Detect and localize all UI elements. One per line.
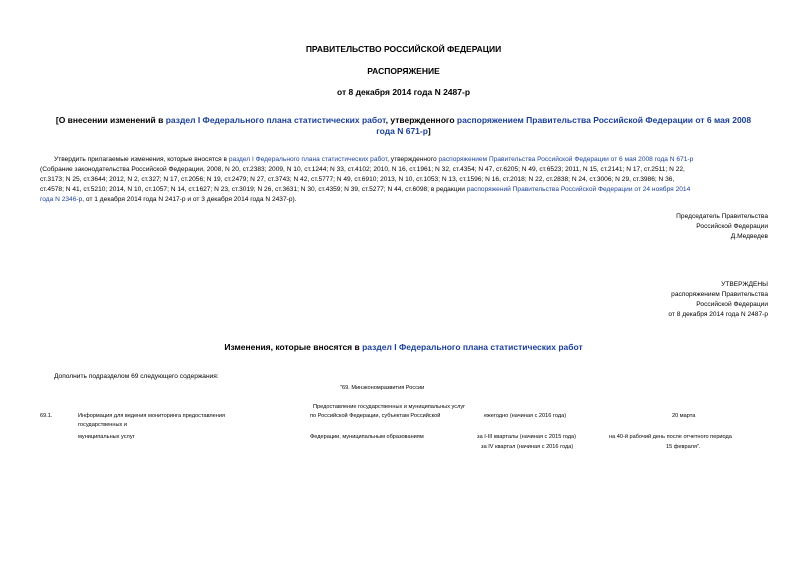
subsection-title: "69. Минэкономразвития России xyxy=(340,385,425,391)
changes-heading xyxy=(0,342,807,352)
table-col1-line2: государственных и xyxy=(78,422,127,428)
body-line-1 xyxy=(54,155,693,164)
document-title-line2 xyxy=(0,126,807,137)
table-row-number: 69.1. xyxy=(40,413,53,419)
document-title xyxy=(0,115,807,126)
body-link-amendment-cont[interactable]: года N 2346-р xyxy=(40,196,83,203)
title-link-order[interactable]: распоряжением Правительства Российской Федерации от 6 мая 2008 xyxy=(456,115,752,125)
table-col4-line2: на 40-й рабочий день после отчетного периода xyxy=(609,434,732,440)
table-col1-line1: Информация для ведения мониторинга предоставления xyxy=(78,413,226,419)
title-text: ] xyxy=(427,126,431,136)
changes-heading-text: Изменения, которые вносятся в xyxy=(224,342,363,352)
body-line-5 xyxy=(40,195,297,204)
table-col3-line1: ежегодно (начиная с 2016 года) xyxy=(484,413,567,419)
table-col2-line2: Федерации, муниципальным образованиям xyxy=(310,434,424,440)
changes-heading-link[interactable]: раздел I Федерального плана статистических работ xyxy=(362,342,583,352)
table-col4-line1: 20 марта xyxy=(672,413,696,419)
title-text: [О внесении изменений в xyxy=(55,115,166,125)
signature-title: Председатель Правительства xyxy=(676,213,768,220)
body-link-section[interactable]: раздел I Федерального плана статистических работ xyxy=(228,156,388,163)
title-text: , утвержденного xyxy=(385,115,457,125)
changes-intro: Дополнить подразделом 69 следующего содержания: xyxy=(54,373,219,380)
body-text: Утвердить прилагаемые изменения, которые вносятся в xyxy=(54,156,229,163)
body-text: , утвержденного xyxy=(387,156,439,163)
body-link-amendment[interactable]: распоряжений Правительства Российской Федерации от 24 ноября 2014 xyxy=(466,186,691,193)
table-col1-line3: муниципальных услуг xyxy=(78,434,135,440)
body-link-order[interactable]: распоряжением Правительства Российской Федерации от 6 мая 2008 года N 671-р xyxy=(438,156,694,163)
table-col4-line3: 15 февраля". xyxy=(666,444,701,450)
document-date: от 8 декабря 2014 года N 2487-р xyxy=(336,87,471,97)
signature-country: Российской Федерации xyxy=(696,223,768,230)
body-line-3: ст.3173; N 25, ст.3644; 2012, N 2, ст.327; N 17, ст.2056; N 19, ст.2479; N 27, ст.3743; N 42, ст.5777; N 49, ст.6910; 2013, N 10, ст.1053; N 13, ст.1596; N 16, ст.2018; N 22, ст.2838; N 24, ст.3006; N 29, ст.3986; N 36, xyxy=(40,176,675,183)
title-link-order-cont[interactable]: года N 671-р xyxy=(376,126,428,136)
approved-date: от 8 декабря 2014 года N 2487-р xyxy=(668,311,768,318)
body-text: ст.4578; N 41, ст.5210; 2014, N 10, ст.1057; N 14, ст.1627; N 23, ст.3019; N 26, ст.3631; N 30, ст.4359; N 39, ст.5277; N 44, ст.6098; в редакции xyxy=(40,186,467,193)
group-title: Предоставление государственных и муниципальных услуг xyxy=(313,404,466,410)
body-line-4 xyxy=(40,185,690,194)
government-name: ПРАВИТЕЛЬСТВО РОССИЙСКОЙ ФЕДЕРАЦИИ xyxy=(305,44,502,54)
table-col3-line2: за I-III кварталы (начиная с 2015 года) xyxy=(477,434,577,440)
table-col3-line3: за IV квартал (начиная с 2016 года) xyxy=(481,444,574,450)
approved-stamp: УТВЕРЖДЕНЫ xyxy=(721,281,768,288)
document-type: РАСПОРЯЖЕНИЕ xyxy=(367,66,440,76)
body-text: , от 1 декабря 2014 года N 2417-р и от 3 декабря 2014 года N 2437-р). xyxy=(82,196,297,203)
signature-name: Д.Медведев xyxy=(730,233,768,240)
approved-country: Российской Федерации xyxy=(696,301,768,308)
body-line-2: (Собрание законодательства Российской Федерации, 2008, N 20, ст.2383; 2009, N 10, ст.1244; N 33, ст.4102; 2010, N 16, ст.1961; N 32, ст.4354; N 47, ст.6205; N 49, ст.6523; 2011, N 15, ст.2141; N 17, ст.2511; N 22, xyxy=(40,166,685,173)
table-col2-line1: по Российской Федерации, субъектам Российской xyxy=(310,413,441,419)
approved-by: распоряжением Правительства xyxy=(671,291,768,298)
title-link-section[interactable]: раздел I Федерального плана статистических работ xyxy=(165,115,386,125)
